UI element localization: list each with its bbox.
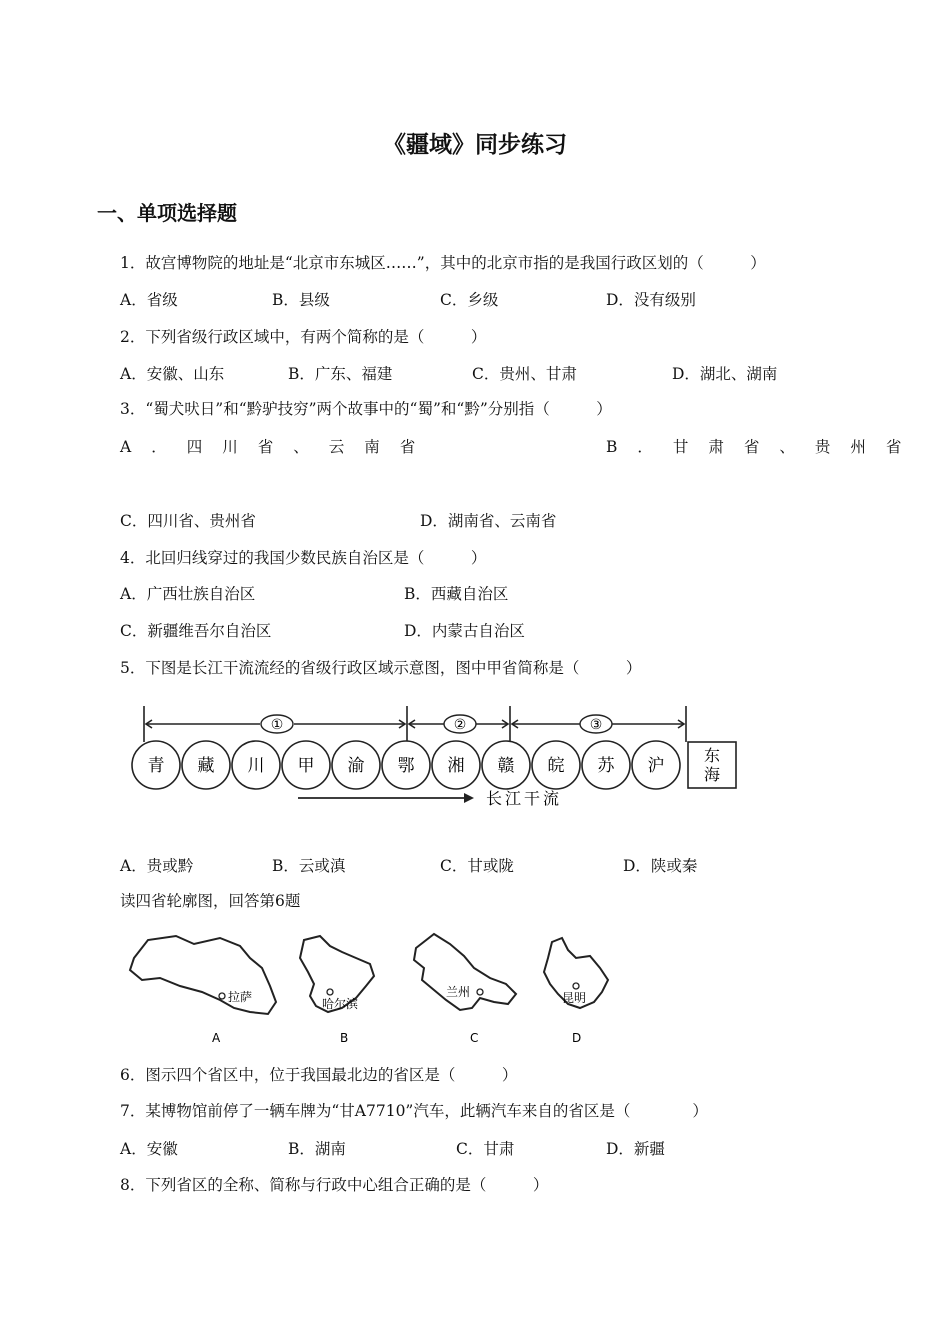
map-b-letter: B [340,1031,349,1045]
river-arrow-head [464,793,474,803]
province-circle-label: 甲 [297,756,315,776]
question-3-stem: 3．“蜀犬吠日”和“黔驴技穷”两个故事中的“蜀”和“黔”分别指（ ） [120,400,612,418]
segment-3-label: ③ [589,717,603,733]
question-5-option-c: C．甘或陇 [440,857,514,875]
province-circle-label: 渝 [347,756,365,776]
province-circle-label: 赣 [497,756,515,776]
province-circle-label: 藏 [197,756,215,776]
province-circle-label: 湘 [447,756,465,776]
map-c-letter: C [470,1031,479,1045]
river-arrow-label: 长江干流 [486,789,563,808]
segment-2-label: ② [453,717,467,733]
page-title: 《疆域》同步练习 [383,131,567,158]
segment-1-label: ① [270,717,284,733]
section-heading: 一、单项选择题 [97,201,237,225]
map-c-capital-label: 兰州 [446,985,471,999]
question-4-stem: 4．北回归线穿过的我国少数民族自治区是（ ） [120,549,487,567]
question-1-stem: 1．故宫博物院的地址是“北京市东城区……”，其中的北京市指的是我国行政区划的（ ） [120,254,766,272]
question-7-option-d: D．新疆 [606,1140,665,1158]
question-3-option-b: B．甘肃省、贵州省 [606,438,922,456]
map-d-capital-label: 昆明 [562,991,587,1005]
province-circle-label: 沪 [647,756,665,776]
map-a-outline [130,936,276,1014]
question-6-intro: 读四省轮廓图，回答第6题 [120,892,301,910]
question-1-option-a: A．省级 [120,291,178,309]
question-1-option-c: C．乡级 [440,291,499,309]
question-3-option-a: A．四川省、云南省 [120,438,436,456]
question-3-option-d: D．湖南省、云南省 [420,512,557,530]
question-2-option-b: B．广东、福建 [288,365,393,383]
question-7-option-a: A．安徽 [120,1140,178,1158]
east-sea-label-line1: 东 [703,746,721,765]
question-2-option-a: A．安徽、山东 [120,365,225,383]
question-6-stem: 6．图示四个省区中，位于我国最北边的省区是（ ） [120,1066,518,1084]
question-5-option-b: B．云或滇 [272,857,346,875]
map-b-capital-label: 哈尔滨 [322,997,359,1011]
map-a-capital-label: 拉萨 [228,990,253,1004]
province-circles [132,741,680,789]
question-1-option-b: B．县级 [272,291,330,309]
question-4-option-b: B．西藏自治区 [404,585,509,603]
question-4-option-d: D．内蒙古自治区 [404,622,525,640]
province-circle-label: 鄂 [397,756,415,776]
question-5-option-a: A．贵或黔 [120,857,194,875]
question-5-stem: 5．下图是长江干流流经的省级行政区域示意图，图中甲省简称是（ ） [120,659,642,677]
east-sea-label-line2: 海 [703,765,721,784]
province-circle-label: 苏 [597,756,615,776]
province-circle-label: 青 [147,756,165,776]
question-7-stem: 7．某博物馆前停了一辆车牌为“甘A7710”汽车，此辆汽车来自的省区是（ ） [120,1102,708,1120]
question-7-option-b: B．湖南 [288,1140,346,1158]
question-4-option-c: C．新疆维吾尔自治区 [120,622,272,640]
yangtze-provinces-diagram [128,700,740,818]
question-5-option-d: D．陕或秦 [623,857,698,875]
province-circle-label: 皖 [547,756,565,776]
map-a-letter: A [212,1031,221,1045]
question-3-option-c: C．四川省、贵州省 [120,512,256,530]
question-8-stem: 8．下列省区的全称、简称与行政中心组合正确的是（ ） [120,1176,549,1194]
province-outlines-figure [124,928,624,1050]
province-circle-label: 川 [247,756,265,776]
question-1-option-d: D．没有级别 [606,291,696,309]
map-d-letter: D [572,1031,582,1045]
question-2-stem: 2．下列省级行政区域中，有两个简称的是（ ） [120,328,487,346]
question-7-option-c: C．甘肃 [456,1140,515,1158]
question-2-option-d: D．湖北、湖南 [672,365,778,383]
question-2-option-c: C．贵州、甘肃 [472,365,577,383]
question-4-option-a: A．广西壮族自治区 [120,585,256,603]
